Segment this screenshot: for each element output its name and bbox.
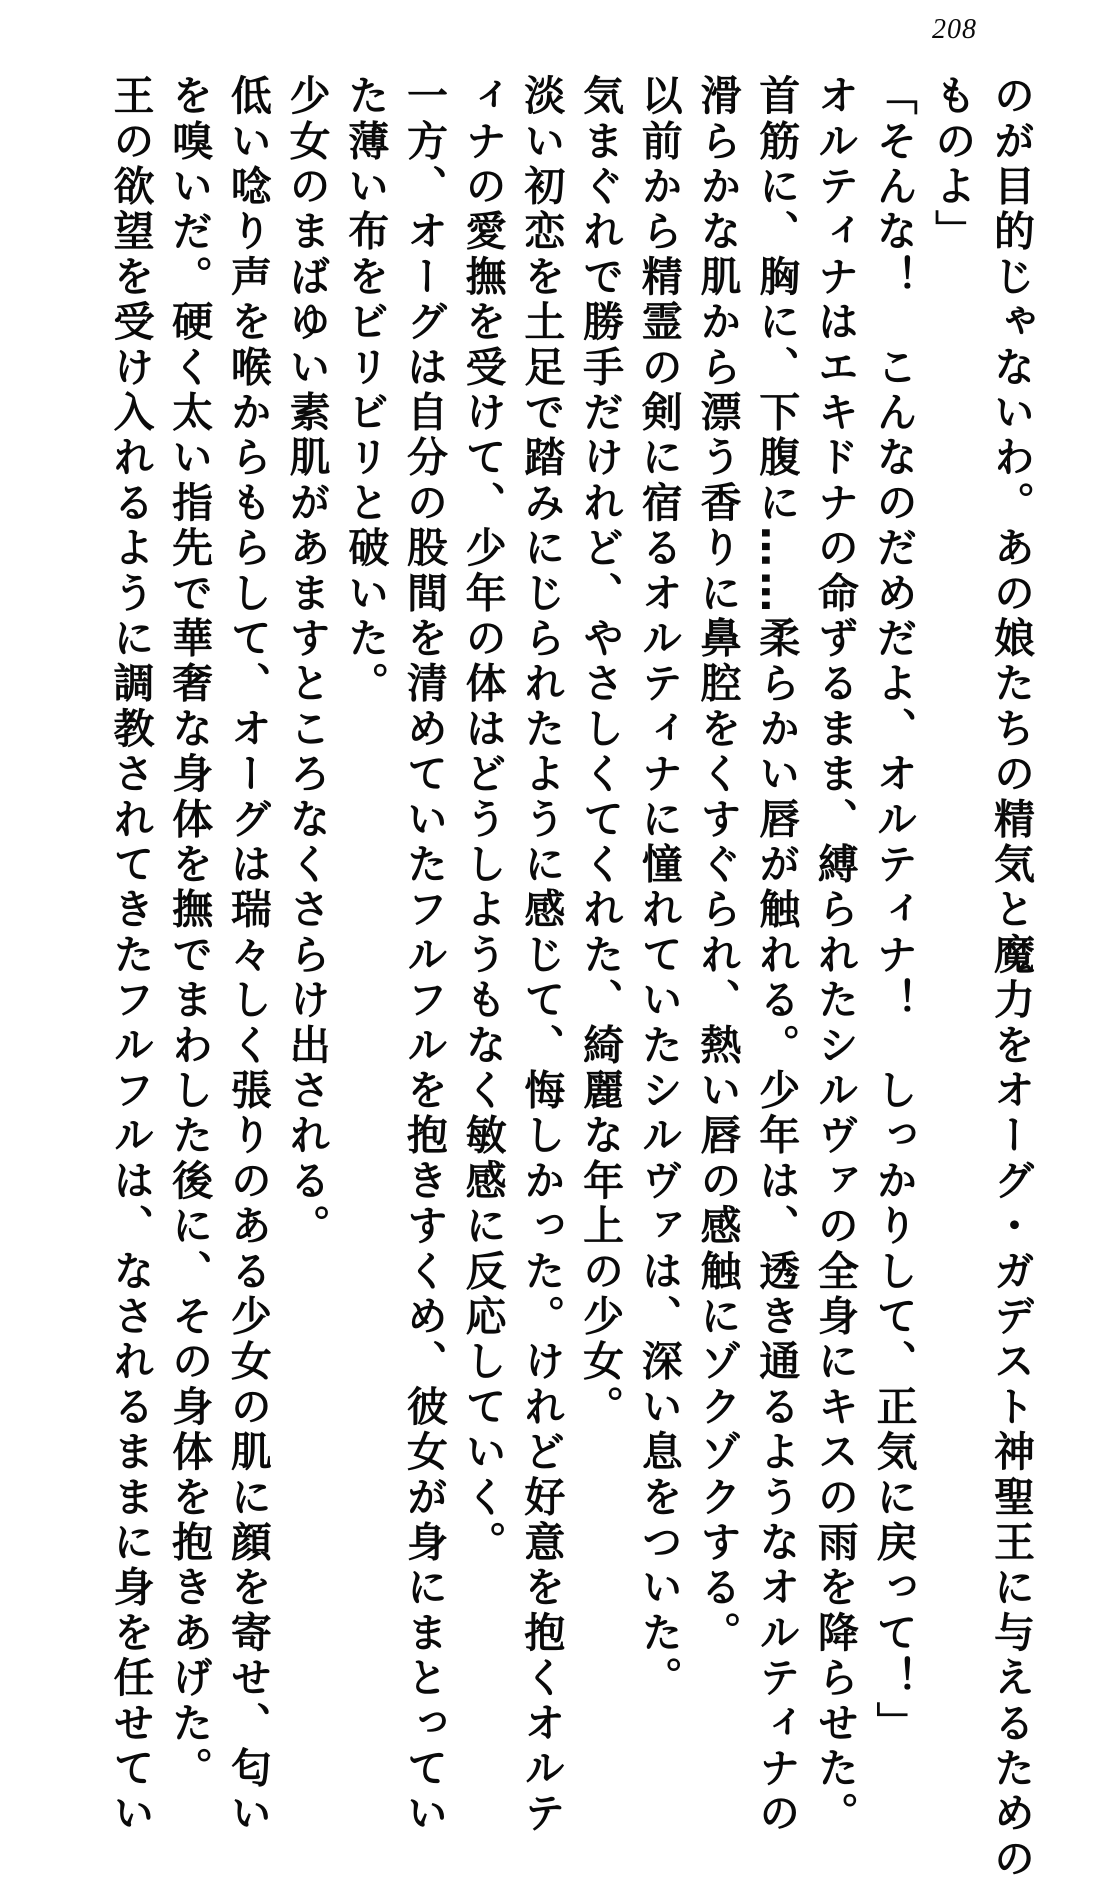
novel-body-text [106, 74, 1040, 1882]
text-line-16: 王の欲望を受け入れるように調教されてきたフルフルは、なされるままに身を任せてい [106, 74, 155, 1837]
text-line-11: 一方、オーグは自分の股間を清めていたフルフルを抱きすくめ、彼女が身にまとってい [399, 74, 448, 1837]
text-line-1: のが目的じゃないわ。あの娘たちの精気と魔力をオーグ・ガデスト神聖王に与えるための [987, 74, 1035, 1882]
text-line-15: を嗅いだ。硬く太い指先で華奢な身体を撫でまわした後に、その身体を抱きあげた。 [165, 74, 214, 1792]
text-line-5: 首筋に、胸に、下腹に……柔らかい唇が触れる。少年は、透き通るようなオルティナの [752, 74, 801, 1837]
text-line-2: ものよ」 [928, 74, 977, 255]
text-line-13: 少女のまばゆい素肌があますところなくさらけ出される。 [282, 74, 331, 1250]
text-line-12: た薄い布をビリビリと破いた。 [341, 74, 390, 707]
text-line-14: 低い唸り声を喉からもらして、オーグは瑞々しく張りのある少女の肌に顔を寄せ、匂い [223, 74, 272, 1837]
page-number: 208 [932, 14, 977, 45]
text-line-4: オルティナはエキドナの命ずるまま、縛られたシルヴァの全身にキスの雨を降らせた。 [810, 74, 859, 1837]
text-line-6: 滑らかな肌から漂う香りに鼻腔をくすぐられ、熱い唇の感触にゾクゾクする。 [693, 74, 742, 1656]
text-line-7: 以前から精霊の剣に宿るオルティナに憧れていたシルヴァは、深い息をついた。 [634, 74, 683, 1702]
text-line-8: 気まぐれで勝手だけれど、やさしくてくれた、綺麗な年上の少女。 [576, 74, 625, 1430]
text-line-3: 「そんな！ こんなのだめだよ、オルティナ！ しっかりして、正気に戻って！」 [869, 74, 918, 1747]
text-line-9: 淡い初恋を土足で踏みにじられたように感じて、悔しかった。けれど好意を抱くオルテ [517, 74, 566, 1837]
text-line-10: ィナの愛撫を受けて、少年の体はどうしようもなく敏感に反応していく。 [458, 74, 507, 1566]
